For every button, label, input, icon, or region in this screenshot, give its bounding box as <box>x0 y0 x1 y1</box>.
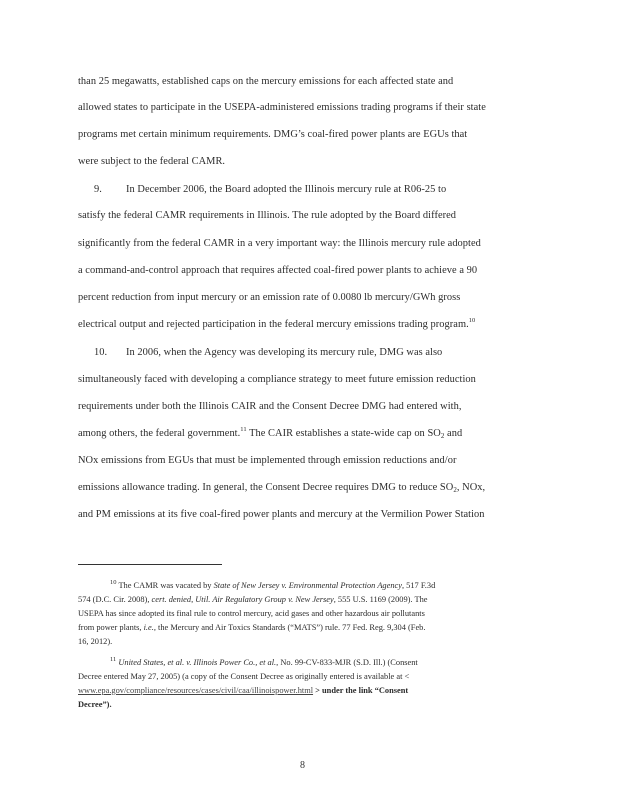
body-line: requirements under both the Illinois CAIR and the Consent Decree DMG had entered with, <box>78 401 462 412</box>
body-line: In 2006, when the Agency was developing its mercury rule, DMG was also <box>126 347 443 358</box>
body-line: percent reduction from input mercury or an emission rate of 0.0080 lb mercury/GWh gross <box>78 292 461 303</box>
footnote-line: Decree entered May 27, 2005) (a copy of the Consent Decree as originally entered is available at < <box>78 672 410 681</box>
paragraph-number: 10. <box>94 347 108 358</box>
footnote-ref: 11 <box>240 426 247 433</box>
body-line: were subject to the federal CAMR. <box>78 156 226 167</box>
footnote-separator <box>78 564 222 565</box>
consent-decree-link[interactable]: www.epa.gov/compliance/resources/cases/civil/caa/illinoispower.html <box>78 686 314 695</box>
footnote-line: 574 (D.C. Cir. 2008), cert. denied, Util. Air Regulatory Group v. New Jersey, 555 U.S. 1169 (2009). The <box>78 595 428 604</box>
body-line: among others, the federal government.$^{11}$ The CAIR establishes a state-wide cap on SO2 and <box>78 426 463 440</box>
body-line: a command-and-control approach that requires affected coal-fired power plants to achieve a 90 <box>78 265 478 276</box>
body-line: In December 2006, the Board adopted the Illinois mercury rule at R06-25 to <box>126 184 447 195</box>
body-line: simultaneously faced with developing a compliance strategy to meet future emission reduction <box>78 374 476 385</box>
footnote-10: $^{10}$ The CAMR was vacated by State of New Jersey v. Environmental Protection Agency, 517 F.3d <box>110 579 436 590</box>
body-line: allowed states to participate in the USEPA-administered emissions trading programs if their state <box>78 102 486 113</box>
footnote-line: 16, 2012). <box>78 637 113 646</box>
subscript: 2 <box>453 486 457 494</box>
body-line: than 25 megawatts, established caps on the mercury emissions for each affected state and <box>78 76 454 87</box>
footnote-11: $^{11}$ United States, et al. v. Illinois Power Co., et al., No. 99-CV-833-MJR (S.D. Ill.) (Consent <box>110 656 418 667</box>
page-number: 8 <box>300 760 305 771</box>
footnote-line: USEPA has since adopted its final rule to control mercury, acid gases and other hazardous air pollutants <box>78 609 425 618</box>
subscript: 2 <box>440 432 445 440</box>
body-line: electrical output and rejected participation in the federal mercury emissions trading program.$^{10}$ <box>78 317 476 330</box>
body-line: programs met certain minimum requirements. DMG’s coal-fired power plants are EGUs that <box>78 129 468 140</box>
paragraph-number: 9. <box>94 184 102 195</box>
footnote-line: from power plants, i.e., the Mercury and Air Toxics Standards (“MATS”) rule. 77 Fed. Reg. 9,304 (Feb. <box>78 623 426 632</box>
footnote-ref: 10 <box>468 317 476 324</box>
footnote-line: Decree”). <box>78 700 112 709</box>
body-line: and PM emissions at its five coal-fired power plants and mercury at the Vermilion Power Station <box>78 509 485 520</box>
footnote-line: www.epa.gov/compliance/resources/cases/civil/caa/illinoispower.html > under the link “Consent <box>78 686 409 695</box>
body-line: emissions allowance trading. In general, the Consent Decree requires DMG to reduce SO2, NOx, <box>78 482 486 494</box>
body-line: satisfy the federal CAMR requirements in Illinois. The rule adopted by the Board differed <box>78 210 457 221</box>
body-line: significantly from the federal CAMR in a very important way: the Illinois mercury rule adopted <box>78 238 481 249</box>
body-line: NOx emissions from EGUs that must be implemented through emission reductions and/or <box>78 455 457 466</box>
